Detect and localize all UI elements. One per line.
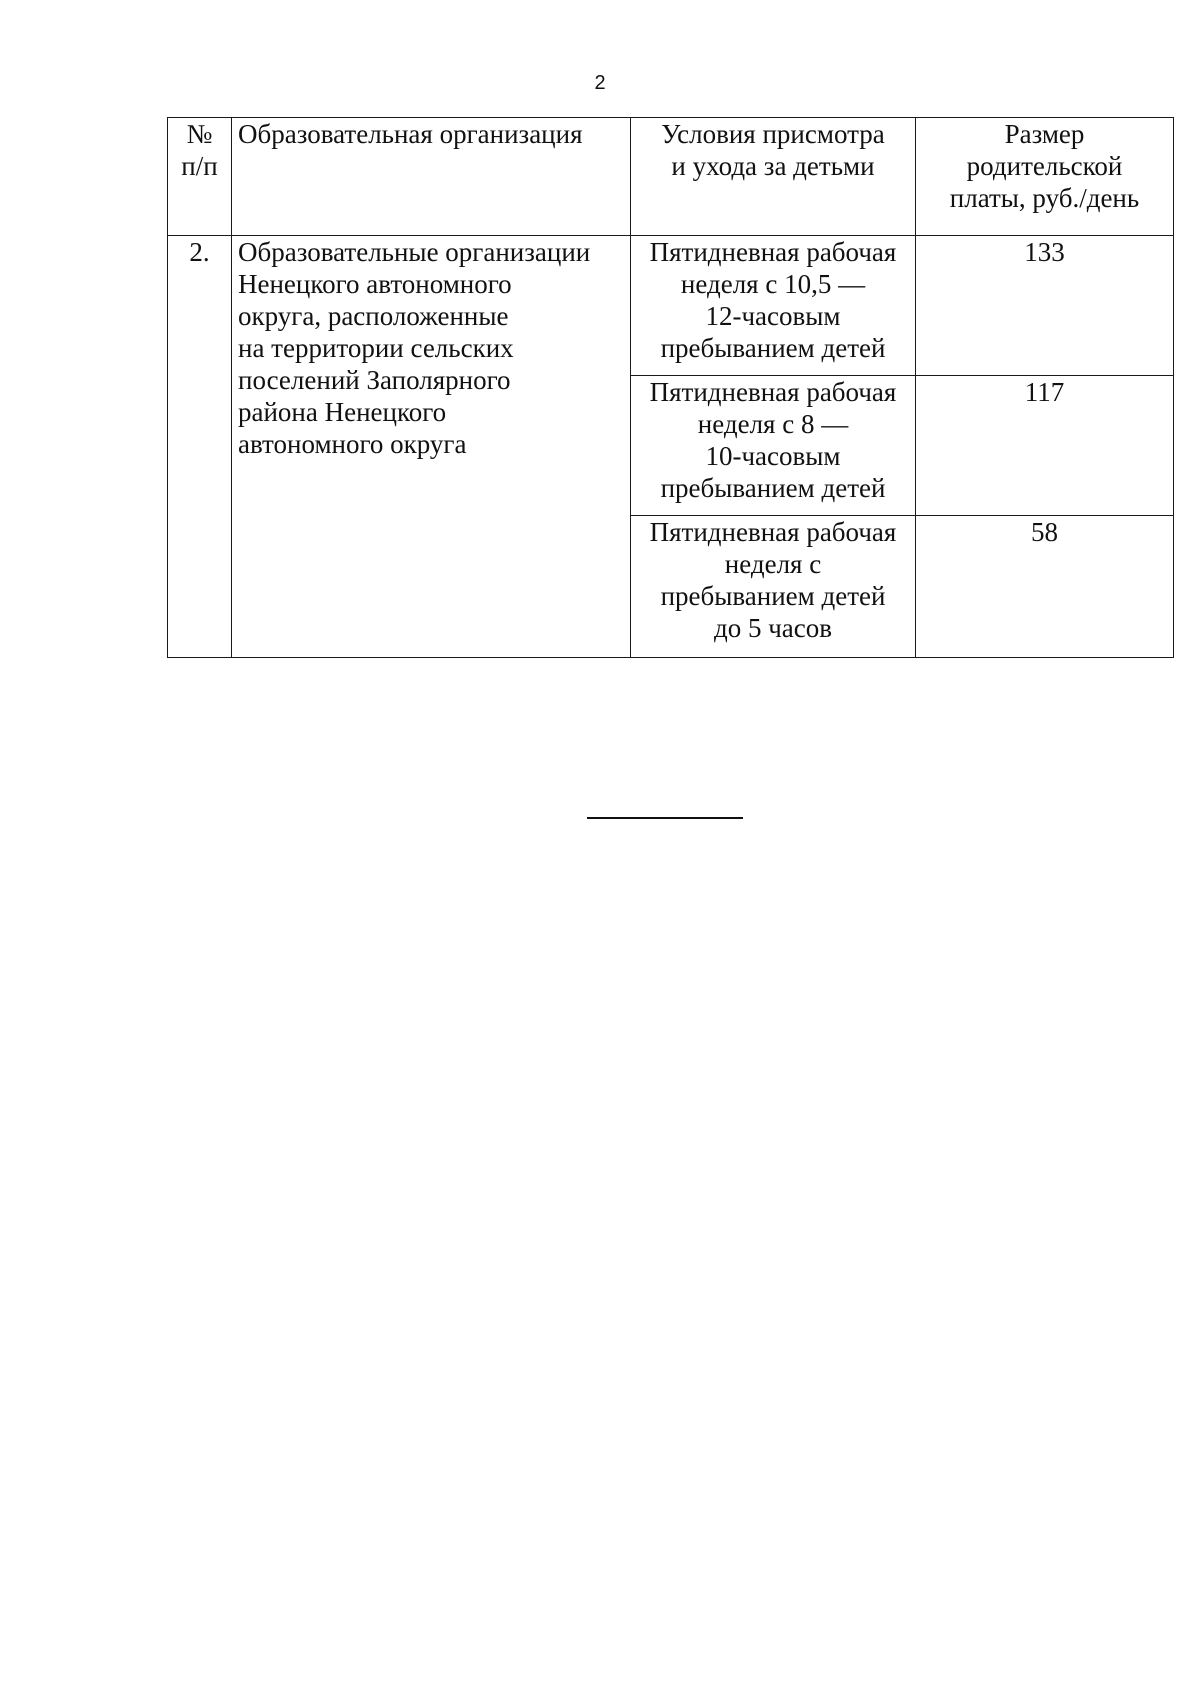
- header-number-line: №: [186, 119, 213, 149]
- condition-line: неделя с 10,5 —: [680, 269, 866, 299]
- row-number: 2.: [168, 236, 232, 658]
- end-of-document-rule: [587, 817, 743, 819]
- condition-cell: [631, 516, 916, 658]
- table-row: [168, 236, 1174, 376]
- organization-line: района Ненецкого: [238, 397, 447, 427]
- condition-line: неделя с: [724, 549, 822, 579]
- row-organization: [232, 236, 631, 658]
- condition-line: Пятидневная рабочая: [649, 237, 897, 267]
- organization-line: на территории сельских: [238, 333, 514, 363]
- organization-line: автономного округа: [238, 429, 467, 459]
- condition-line: пребыванием детей: [660, 333, 886, 363]
- header-conditions-line: Условия присмотра: [661, 119, 885, 149]
- header-conditions: [631, 118, 916, 236]
- condition-line: до 5 часов: [713, 613, 833, 643]
- parental-fee-table: [167, 117, 1174, 658]
- page-number: 2: [594, 72, 606, 94]
- condition-cell: [631, 376, 916, 516]
- fee-cell: 58: [916, 516, 1174, 658]
- organization-line: округа, расположенные: [238, 301, 509, 331]
- table-header-row: [168, 118, 1174, 236]
- header-number-line: п/п: [181, 151, 218, 181]
- condition-line: 12-часовым: [705, 301, 841, 331]
- header-fee: [916, 118, 1174, 236]
- organization-line: Ненецкого автономного: [238, 269, 512, 299]
- header-organization: [232, 118, 631, 236]
- fee-cell: 133: [916, 236, 1174, 376]
- condition-line: неделя с 8 —: [697, 409, 849, 439]
- condition-line: Пятидневная рабочая: [649, 517, 897, 547]
- condition-line: 10-часовым: [705, 441, 841, 471]
- condition-line: Пятидневная рабочая: [649, 377, 897, 407]
- header-fee-line: платы, руб./день: [949, 183, 1140, 213]
- condition-line: пребыванием детей: [660, 473, 886, 503]
- organization-line: поселений Заполярного: [238, 365, 511, 395]
- header-fee-line: Размер: [1004, 119, 1085, 149]
- header-conditions-line: и ухода за детьми: [671, 151, 875, 181]
- header-organization-line: Образовательная организация: [238, 119, 583, 149]
- header-number: [168, 118, 232, 236]
- organization-line: Образовательные организации: [238, 237, 591, 267]
- fee-cell: 117: [916, 376, 1174, 516]
- header-fee-line: родительской: [966, 151, 1123, 181]
- condition-cell: [631, 236, 916, 376]
- condition-line: пребыванием детей: [660, 581, 886, 611]
